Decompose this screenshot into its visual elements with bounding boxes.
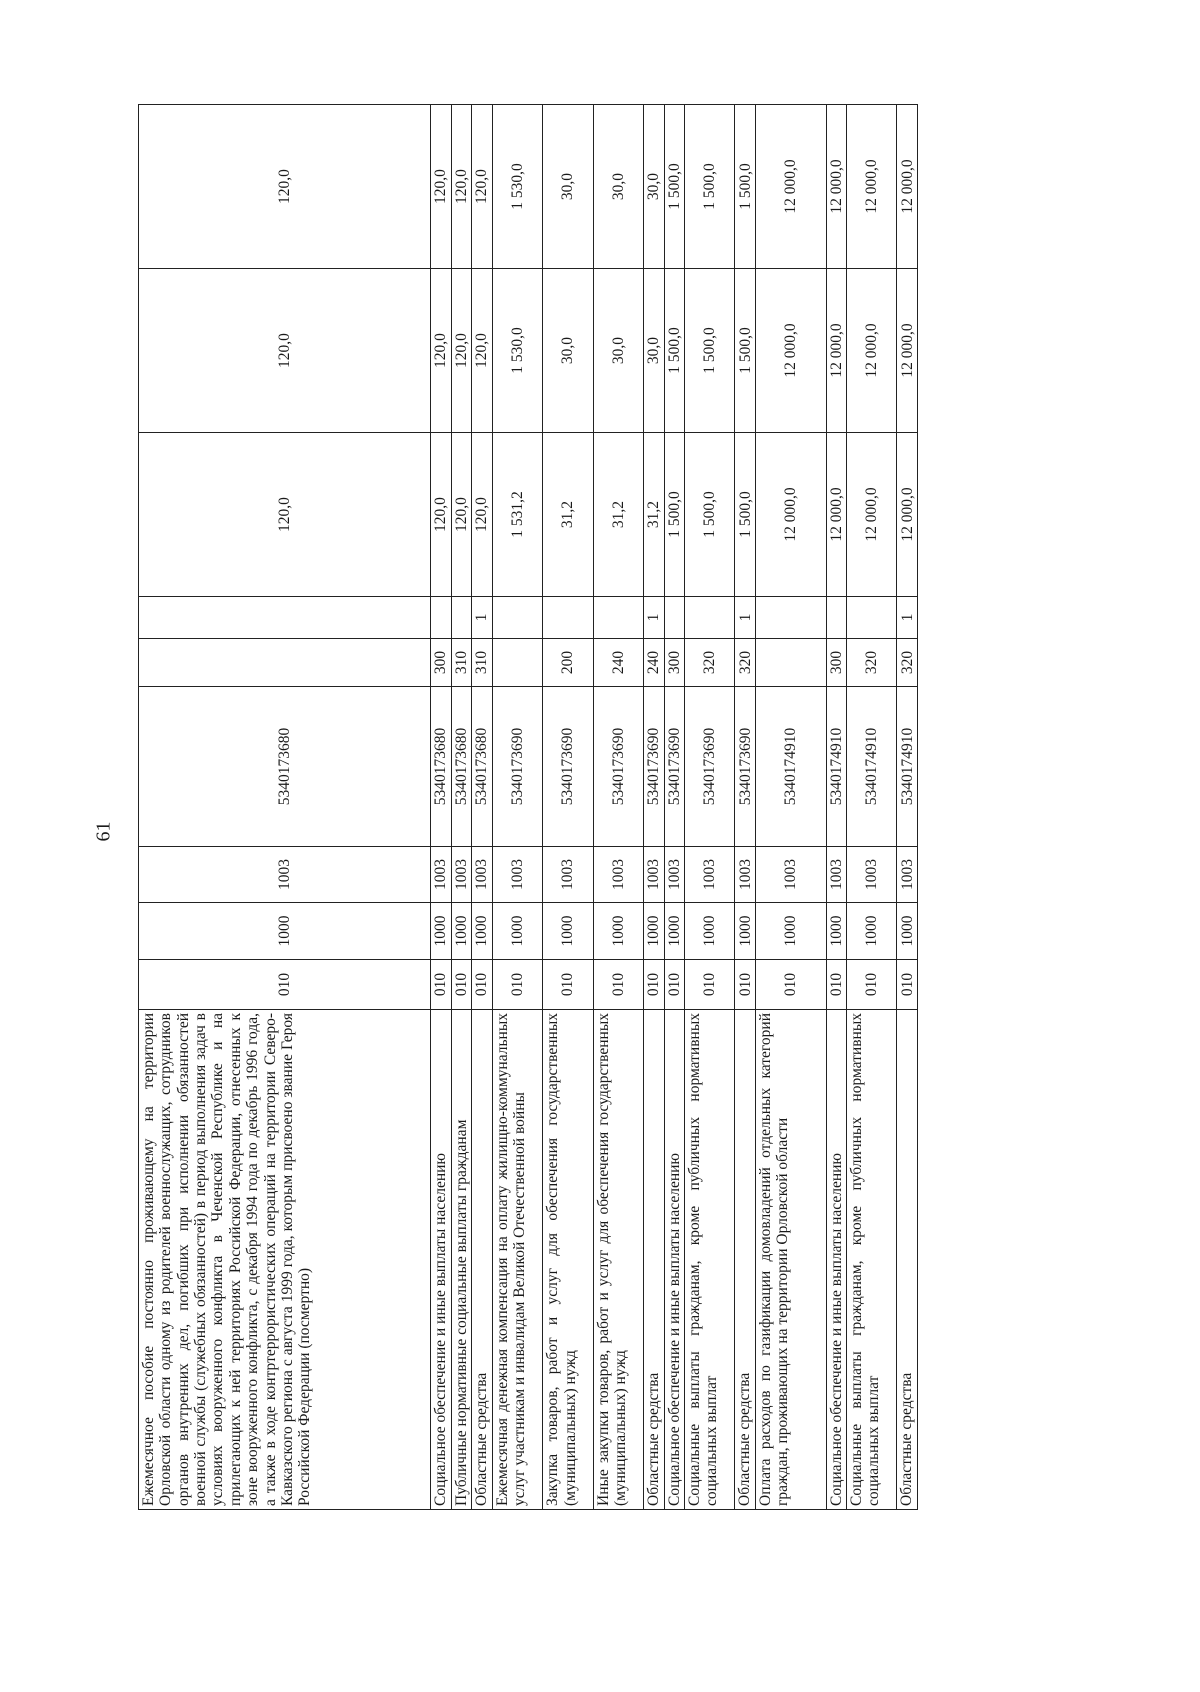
row-name: Областные средства — [644, 1010, 665, 1510]
expense-type-code: 310 — [472, 639, 493, 687]
expense-type-code: 300 — [431, 639, 452, 687]
grbs-code: 010 — [755, 960, 826, 1010]
section-code: 1000 — [755, 903, 826, 960]
grbs-code: 010 — [593, 960, 643, 1010]
table-row — [472, 105, 493, 1510]
grbs-code: 010 — [492, 960, 542, 1010]
table-row — [644, 105, 665, 1510]
source-mark: 1 — [472, 597, 493, 639]
target-article-code: 5340173690 — [735, 687, 756, 847]
amount-year-1: 31,2 — [593, 433, 643, 597]
table-row — [139, 105, 431, 1510]
amount-year-1: 1 500,0 — [735, 433, 756, 597]
table-row — [847, 105, 897, 1510]
amount-year-1: 12 000,0 — [897, 433, 918, 597]
expense-type-code: 200 — [543, 639, 593, 687]
amount-year-3: 12 000,0 — [847, 105, 897, 269]
expense-type-code: 310 — [451, 639, 472, 687]
section-code: 1000 — [492, 903, 542, 960]
table-row — [431, 105, 452, 1510]
expense-type-code — [139, 639, 431, 687]
target-article-code: 5340174910 — [847, 687, 897, 847]
section-code: 1000 — [431, 903, 452, 960]
grbs-code: 010 — [139, 960, 431, 1010]
table-row — [685, 105, 735, 1510]
row-name: Областные средства — [472, 1010, 493, 1510]
amount-year-2: 120,0 — [431, 269, 452, 433]
amount-year-1: 1 500,0 — [685, 433, 735, 597]
row-name: Публичные нормативные социальные выплаты гражданам — [451, 1010, 472, 1510]
table-row — [735, 105, 756, 1510]
source-mark — [431, 597, 452, 639]
budget-table — [138, 104, 918, 1510]
amount-year-2: 12 000,0 — [897, 269, 918, 433]
table-row — [492, 105, 542, 1510]
target-article-code: 5340173680 — [472, 687, 493, 847]
page-number: 61 — [92, 821, 115, 842]
row-name: Социальные выплаты гражданам, кроме публичных нормативных социальных выплат — [685, 1010, 735, 1510]
expense-type-code: 320 — [847, 639, 897, 687]
subsection-code: 1003 — [755, 847, 826, 903]
amount-year-3: 30,0 — [593, 105, 643, 269]
grbs-code: 010 — [543, 960, 593, 1010]
target-article-code: 5340173680 — [431, 687, 452, 847]
amount-year-3: 12 000,0 — [897, 105, 918, 269]
expense-type-code: 300 — [826, 639, 847, 687]
subsection-code: 1003 — [685, 847, 735, 903]
amount-year-1: 1 531,2 — [492, 433, 542, 597]
subsection-code: 1003 — [451, 847, 472, 903]
amount-year-1: 12 000,0 — [826, 433, 847, 597]
row-name: Оплата расходов по газификации домовладений отдельных категорий граждан, проживающих на территории Орловской области — [755, 1010, 826, 1510]
expense-type-code — [492, 639, 542, 687]
amount-year-1: 1 500,0 — [664, 433, 685, 597]
amount-year-3: 1 500,0 — [735, 105, 756, 269]
grbs-code: 010 — [431, 960, 452, 1010]
target-article-code: 5340174910 — [897, 687, 918, 847]
target-article-code: 5340173690 — [685, 687, 735, 847]
amount-year-2: 12 000,0 — [847, 269, 897, 433]
source-mark — [664, 597, 685, 639]
table-row — [755, 105, 826, 1510]
target-article-code: 5340173690 — [644, 687, 665, 847]
row-name: Социальные выплаты гражданам, кроме публичных нормативных социальных выплат — [847, 1010, 897, 1510]
amount-year-2: 30,0 — [644, 269, 665, 433]
subsection-code: 1003 — [664, 847, 685, 903]
amount-year-2: 1 500,0 — [735, 269, 756, 433]
section-code: 1000 — [897, 903, 918, 960]
amount-year-3: 1 530,0 — [492, 105, 542, 269]
expense-type-code: 320 — [897, 639, 918, 687]
expense-type-code: 240 — [593, 639, 643, 687]
source-mark — [139, 597, 431, 639]
table-row — [593, 105, 643, 1510]
amount-year-1: 120,0 — [139, 433, 431, 597]
subsection-code: 1003 — [139, 847, 431, 903]
section-code: 1000 — [593, 903, 643, 960]
subsection-code: 1003 — [543, 847, 593, 903]
amount-year-3: 120,0 — [431, 105, 452, 269]
amount-year-3: 120,0 — [472, 105, 493, 269]
subsection-code: 1003 — [897, 847, 918, 903]
grbs-code: 010 — [897, 960, 918, 1010]
table-row — [897, 105, 918, 1510]
row-name: Ежемесячное пособие постоянно проживающему на территории Орловской области одному из родителей военнослужащих, сотрудников органов внутренних дел, погибших при исполнении обязанностей военной службы (служебных обязанностей) в период выполнения задач в условиях вооруженного конфликта в Чеченской Республике и на прилегающих к ней территориях Российской Федерации, отнесенных к зоне вооруженного конфликта, с декабря 1994 года по декабрь 1996 года, а также в ходе контртеррористических операций на территории Северо-Кавказского региона с августа 1999 года, которым присвоено звание Героя Российской Федерации (посмертно) — [139, 1010, 431, 1510]
table-row — [451, 105, 472, 1510]
grbs-code: 010 — [664, 960, 685, 1010]
target-article-code: 5340173690 — [664, 687, 685, 847]
section-code: 1000 — [664, 903, 685, 960]
grbs-code: 010 — [826, 960, 847, 1010]
amount-year-3: 12 000,0 — [826, 105, 847, 269]
amount-year-3: 12 000,0 — [755, 105, 826, 269]
amount-year-3: 1 500,0 — [664, 105, 685, 269]
amount-year-2: 30,0 — [543, 269, 593, 433]
row-name: Закупка товаров, работ и услуг для обеспечения государственных (муниципальных) нужд — [543, 1010, 593, 1510]
amount-year-3: 120,0 — [139, 105, 431, 269]
amount-year-3: 30,0 — [543, 105, 593, 269]
amount-year-1: 31,2 — [644, 433, 665, 597]
section-code: 1000 — [451, 903, 472, 960]
source-mark — [847, 597, 897, 639]
amount-year-1: 12 000,0 — [847, 433, 897, 597]
amount-year-2: 1 500,0 — [664, 269, 685, 433]
amount-year-1: 120,0 — [472, 433, 493, 597]
grbs-code: 010 — [847, 960, 897, 1010]
source-mark — [593, 597, 643, 639]
amount-year-2: 30,0 — [593, 269, 643, 433]
section-code: 1000 — [139, 903, 431, 960]
amount-year-3: 30,0 — [644, 105, 665, 269]
section-code: 1000 — [847, 903, 897, 960]
amount-year-3: 120,0 — [451, 105, 472, 269]
grbs-code: 010 — [685, 960, 735, 1010]
target-article-code: 5340174910 — [755, 687, 826, 847]
row-name: Социальное обеспечение и иные выплаты населению — [431, 1010, 452, 1510]
amount-year-2: 120,0 — [451, 269, 472, 433]
section-code: 1000 — [685, 903, 735, 960]
table-body — [139, 105, 918, 1510]
source-mark — [451, 597, 472, 639]
amount-year-3: 1 500,0 — [685, 105, 735, 269]
target-article-code: 5340173690 — [593, 687, 643, 847]
section-code: 1000 — [644, 903, 665, 960]
source-mark: 1 — [897, 597, 918, 639]
expense-type-code: 240 — [644, 639, 665, 687]
subsection-code: 1003 — [735, 847, 756, 903]
row-name: Областные средства — [735, 1010, 756, 1510]
target-article-code: 5340173680 — [451, 687, 472, 847]
row-name: Областные средства — [897, 1010, 918, 1510]
subsection-code: 1003 — [492, 847, 542, 903]
section-code: 1000 — [735, 903, 756, 960]
expense-type-code: 320 — [735, 639, 756, 687]
amount-year-2: 120,0 — [472, 269, 493, 433]
amount-year-2: 12 000,0 — [826, 269, 847, 433]
source-mark — [492, 597, 542, 639]
expense-type-code — [755, 639, 826, 687]
table-row — [664, 105, 685, 1510]
row-name: Социальное обеспечение и иные выплаты населению — [664, 1010, 685, 1510]
table-row — [543, 105, 593, 1510]
amount-year-2: 12 000,0 — [755, 269, 826, 433]
section-code: 1000 — [826, 903, 847, 960]
expense-type-code: 320 — [685, 639, 735, 687]
target-article-code: 5340173690 — [543, 687, 593, 847]
amount-year-2: 1 530,0 — [492, 269, 542, 433]
grbs-code: 010 — [451, 960, 472, 1010]
subsection-code: 1003 — [593, 847, 643, 903]
row-name: Социальное обеспечение и иные выплаты населению — [826, 1010, 847, 1510]
source-mark: 1 — [735, 597, 756, 639]
budget-table-rotated — [138, 105, 918, 1510]
row-name: Ежемесячная денежная компенсация на оплату жилищно-коммунальных услуг участникам и инвалидам Великой Отечественной войны — [492, 1010, 542, 1510]
subsection-code: 1003 — [431, 847, 452, 903]
row-name: Иные закупки товаров, работ и услуг для обеспечения государственных (муниципальных) нужд — [593, 1010, 643, 1510]
source-mark — [685, 597, 735, 639]
amount-year-2: 120,0 — [139, 269, 431, 433]
subsection-code: 1003 — [644, 847, 665, 903]
grbs-code: 010 — [644, 960, 665, 1010]
amount-year-1: 120,0 — [431, 433, 452, 597]
expense-type-code: 300 — [664, 639, 685, 687]
table-row — [826, 105, 847, 1510]
target-article-code: 5340173690 — [492, 687, 542, 847]
amount-year-1: 31,2 — [543, 433, 593, 597]
subsection-code: 1003 — [826, 847, 847, 903]
amount-year-1: 12 000,0 — [755, 433, 826, 597]
amount-year-1: 120,0 — [451, 433, 472, 597]
section-code: 1000 — [543, 903, 593, 960]
grbs-code: 010 — [735, 960, 756, 1010]
subsection-code: 1003 — [847, 847, 897, 903]
source-mark — [755, 597, 826, 639]
section-code: 1000 — [472, 903, 493, 960]
amount-year-2: 1 500,0 — [685, 269, 735, 433]
target-article-code: 5340174910 — [826, 687, 847, 847]
subsection-code: 1003 — [472, 847, 493, 903]
grbs-code: 010 — [472, 960, 493, 1010]
source-mark — [543, 597, 593, 639]
source-mark — [826, 597, 847, 639]
target-article-code: 5340173680 — [139, 687, 431, 847]
source-mark: 1 — [644, 597, 665, 639]
